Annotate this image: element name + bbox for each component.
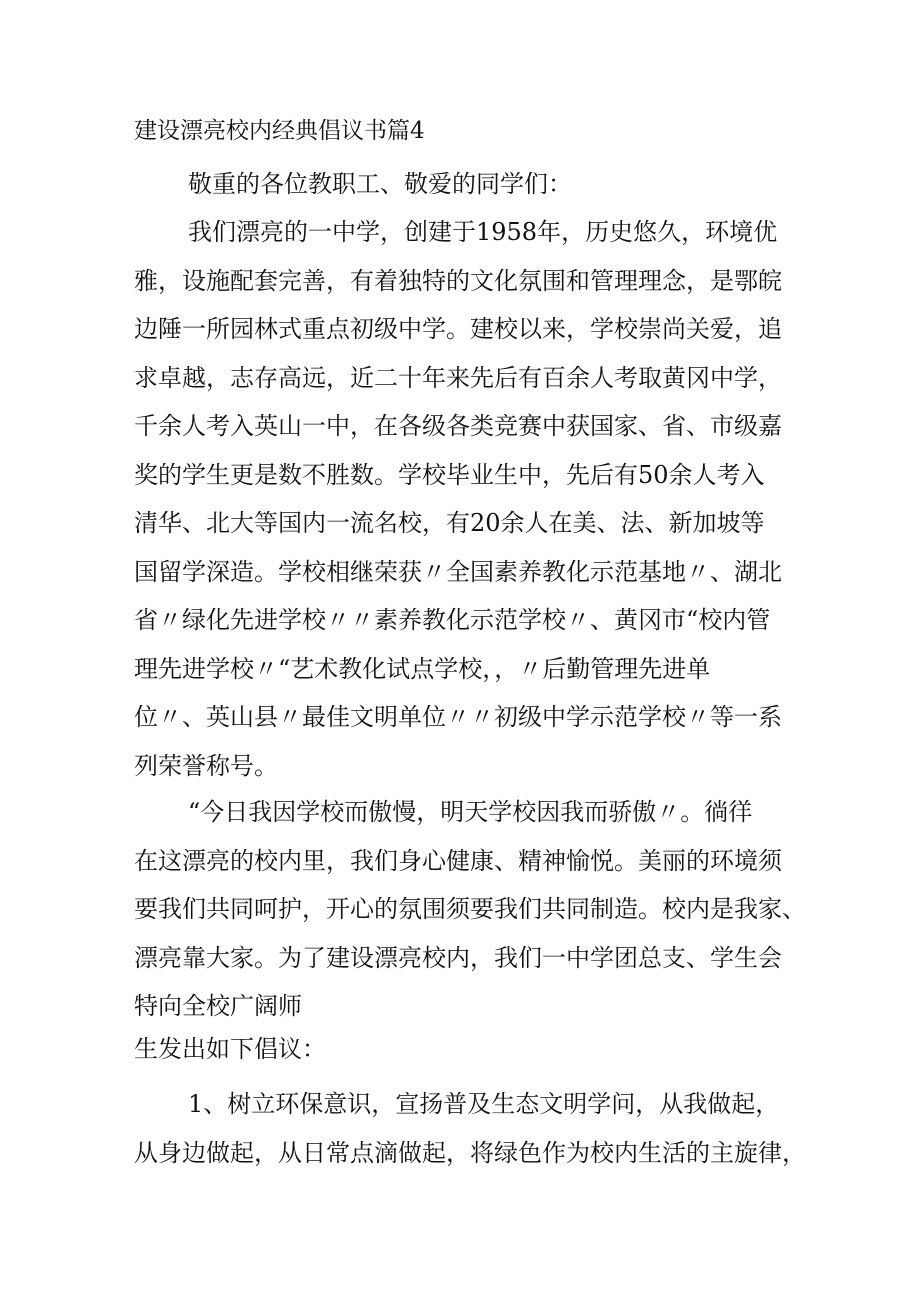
paragraph-line: 省〃绿化先进学校〃〃素养教化示范学校〃、黄冈市“校内管 [134, 606, 771, 634]
paragraph-line: “今日我因学校而傲慢，明天学校因我而骄傲〃。徜徉 [188, 798, 753, 826]
paragraph-line: 我们漂亮的一中学，创建于1958年，历史悠久，环境优 [188, 218, 778, 246]
salutation: 敬重的各位教职工、敬爱的同学们： [188, 170, 572, 198]
paragraph-pride [134, 788, 806, 1031]
paragraph-line: 清华、北大等国内一流名校，有20余人在美、法、新加坡等 [134, 509, 765, 537]
paragraph-line: 特向全校广阔师 [134, 992, 302, 1020]
document-title: 建设漂亮校内经典倡议书篇4 [134, 118, 425, 144]
paragraph-line: 要我们共同呵护，开心的氛围须要我们共同制造。校内是我家、 [134, 895, 806, 923]
paragraph-line: 漂亮靠大家。为了建设漂亮校内，我们一中学团总支、学生会 [134, 943, 782, 972]
paragraph-line: 在这漂亮的校内里，我们身心健康、精神愉悦。美丽的环境须 [134, 846, 782, 875]
paragraph-line: 理先进学校〃“艺术教化试点学校，，〃后勤管理先进单 [134, 654, 711, 683]
paragraph-line: 国留学深造。学校相继荣获〃全国素养教化示范基地〃、湖北 [134, 557, 782, 586]
paragraph-history [134, 208, 794, 790]
paragraph-line: 生发出如下倡议： [134, 1035, 326, 1063]
paragraph-line: 1、树立环保意识，宣扬普及生态文明学问，从我做起， [188, 1090, 780, 1118]
paragraph-line: 位〃、英山县〃最佳文明单位〃〃初级中学示范学校〃等一系 [134, 703, 782, 731]
paragraph-proposal-1 [134, 1080, 806, 1177]
paragraph-line: 求卓越，志存高远，近二十年来先后有百余人考取黄冈中学， [134, 363, 782, 392]
paragraph-proposal-intro [134, 1025, 794, 1074]
paragraph-line: 雅，设施配套完善，有着独特的文化氛围和管理理念，是鄂皖 [134, 266, 782, 295]
paragraph-line: 边陲一所园林式重点初级中学。建校以来，学校崇尚关爱，追 [134, 315, 782, 343]
paragraph-line: 千余人考入英山一中，在各级各类竞赛中获国家、省、市级嘉 [134, 412, 782, 440]
paragraph-line: 奖的学生更是数不胜数。学校毕业生中，先后有50余人考入 [134, 460, 765, 489]
paragraph-line: 列荣誉称号。 [134, 751, 278, 780]
paragraph-line: 从身边做起，从日常点滴做起，将绿色作为校内生活的主旋律， [134, 1138, 806, 1167]
